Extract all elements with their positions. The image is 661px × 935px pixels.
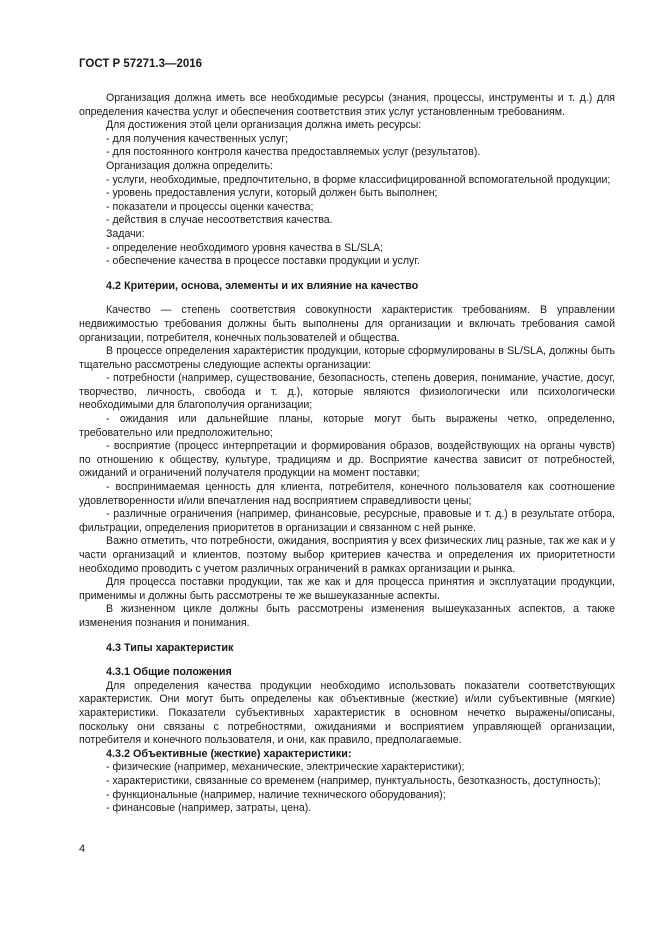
list-item: - физические (например, механические, электрические характеристики); [106, 761, 465, 774]
list-item: - функциональные (например, наличие технического оборудования); [106, 788, 446, 801]
intro-line: - действия в случае несоответствия качества. [106, 214, 333, 227]
section-heading-4-2: 4.2 Критерии, основа, элементы и их влияние на качество [106, 279, 419, 292]
section-paragraph: Для определения качества продукции необходимо использовать показатели соответствующих характеристик. Они могут быть определены как объективные (жесткие) и/или субъективные (мягкие) характеристики. Показатели субъективных характеристик в основном нечетко выражены/описаны, поскольку они связаны с потребностями, ожиданиями и восприятием управляющей организации, потребителя и конечного пользователя, и они, как правило, предполагаемые. [79, 679, 615, 747]
list-item: - финансовые (например, затраты, цена). [106, 802, 312, 815]
section-paragraph: Качество — степень соответствия совокупности характеристик требованиям. В управлении недвижимостью требования должны быть выполнены для организации и включать требования самой организации, потребителя, конечных пользователей и общества. [79, 304, 615, 344]
section-paragraph: - воспринимаемая ценность для клиента, потребителя, конечного пользователя как соотношение удовлетворенности и/или впечатления над восприятием справедливости цены; [79, 481, 615, 507]
section-paragraph: Важно отметить, что потребности, ожидания, восприятия у всех физических лиц разные, так же как и у части организаций и клиентов, поэтому выбор критериев качества и определения их приоритетности необходимо проводить с учетом различных ограничений в рамках организации и рынка. [79, 535, 615, 575]
page-number: 4 [79, 843, 86, 855]
intro-line: - обеспечение качества в процессе поставки продукции и услуг. [106, 255, 420, 268]
intro-line: - уровень предоставления услуги, который должен быть выполнен; [106, 187, 438, 200]
section-paragraph: В жизненном цикле должны быть рассмотрены изменения вышеуказанных аспектов, а также изменения познания и понимания. [79, 603, 615, 629]
intro-line: - для постоянного контроля качества предоставляемых услуг (результатов). [106, 146, 481, 159]
section-paragraph: - различные ограничения (например, финансовые, ресурсные, правовые и т. д.) в результате отбора, фильтрации, определения приоритетов в организации и связанном с ней рынке. [79, 508, 615, 534]
section-heading-4-3: 4.3 Типы характеристик [106, 641, 234, 654]
page-body [79, 92, 615, 816]
subsection-heading-4-3-1: 4.3.1 Общие положения [106, 666, 232, 679]
section-paragraph: - потребности (например, существование, безопасность, степень доверия, понимание, участие, досуг, творчество, личность, свобода и т. д.), которые являются физиологически или психологически необходимыми для благополучия организации; [79, 372, 615, 412]
intro-paragraph: Организация должна иметь все необходимые ресурсы (знания, процессы, инструменты и т. д.) для определения качества услуг и обеспечения соответствия этих услуг установленным требованиям. [79, 92, 615, 118]
subsection-heading-4-3-2: 4.3.2 Объективные (жесткие) характеристики: [106, 747, 352, 760]
section-paragraph: Для процесса поставки продукции, так же как и для процесса принятия и эксплуатации продукции, применимы и должны быть рассмотрены те же вышеуказанные аспекты. [79, 576, 615, 602]
intro-line: Организация должна определить: [106, 159, 273, 172]
intro-line: - показатели и процессы оценки качества; [106, 200, 314, 213]
section-paragraph: В процессе определения характеристик продукции, которые сформулированы в SL/SLA, должны быть тщательно рассмотрены следующие аспекты организации: [79, 345, 615, 371]
document-header: ГОСТ Р 57271.3—2016 [79, 58, 203, 70]
section-paragraph: - ожидания или дальнейшие планы, которые могут быть выражены четко, определенно, требовательно или предположительно; [79, 413, 615, 439]
intro-line: - услуги, необходимые, предпочтительно, в форме классифицированной вспомогательной продукции; [106, 173, 611, 186]
section-paragraph: - восприятие (процесс интерпретации и формирования образов, воздействующих на органы чувств) по отношению к обществу, культуре, традициям и др. Восприятие качества зависит от потребностей, ожиданий и ограничений получателя продукции на момент поставки; [79, 440, 615, 480]
list-item: - характеристики, связанные со временем (например, пунктуальность, безотказность, доступность); [106, 774, 601, 787]
intro-line: - для получения качественных услуг; [106, 132, 289, 145]
intro-line: - определение необходимого уровня качества в SL/SLA; [106, 241, 383, 254]
intro-line: Для достижения этой цели организация должна иметь ресурсы: [106, 119, 422, 132]
intro-line: Задачи: [106, 227, 145, 240]
